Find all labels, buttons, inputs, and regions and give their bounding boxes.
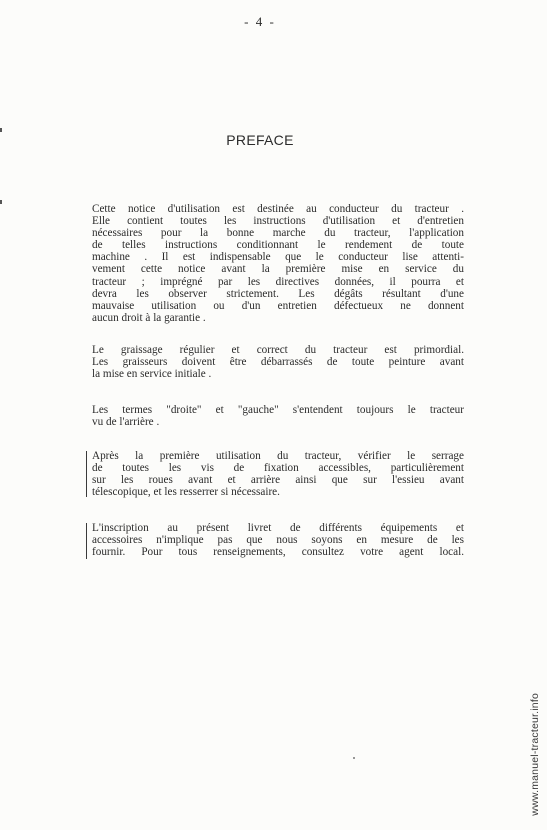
text-line: Après la première utilisation du tracteur, vérifier le serrage <box>92 450 464 462</box>
page-title: PREFACE <box>226 132 294 148</box>
text-line: L'inscription au présent livret de différents équipements et <box>92 522 464 534</box>
text-line: de toutes les vis de fixation accessibles, particulièrement <box>92 462 464 475</box>
margin-bar <box>86 523 87 559</box>
text-line: vu de l'arrière . <box>92 416 160 429</box>
text-line: machine . Il est indispensable que le conducteur lise attenti- <box>92 251 464 264</box>
text-line: Les termes "droite" et "gauche" s'entendent toujours le tracteur <box>92 404 464 416</box>
text-line: tracteur ; imprégné par les directives données, il pourra et <box>92 275 464 288</box>
paragraph-first-use <box>92 450 464 498</box>
text-line: devra les observer strictement. Les dégâts résultant d'une <box>92 287 464 300</box>
text-line: la mise en service initiale . <box>92 368 212 381</box>
text-line: accessoires n'implique pas que nous soyons en mesure de les <box>92 534 464 547</box>
paragraph-equipment <box>92 522 464 558</box>
text-line: Le graissage régulier et correct du tracteur est primordial. <box>92 344 464 356</box>
text-line: Elle contient toutes les instructions d'utilisation et d'entretien <box>92 215 464 228</box>
scan-speck <box>353 757 355 759</box>
scan-edge-mark <box>0 128 2 132</box>
text-line: fournir. Pour tous renseignements, consultez votre agent local. <box>92 546 464 559</box>
text-line: aucun droit à la garantie . <box>92 311 206 324</box>
scan-edge-mark <box>0 200 2 204</box>
text-line: de telles instructions conditionnant le rendement de toute <box>92 239 464 252</box>
watermark-url: www.manuel-tracteur.info <box>529 693 541 816</box>
text-line: mauvaise utilisation ou d'un entretien défectueux ne donnent <box>92 299 464 312</box>
text-line: sur les roues avant et arrière ainsi que sur l'essieu avant <box>92 474 464 487</box>
margin-bar <box>86 451 87 497</box>
paragraph-orientation <box>92 404 464 428</box>
paragraph-lubrication <box>92 344 464 380</box>
page-number: - 4 - <box>244 14 276 29</box>
text-line: vement cette notice avant la première mise en service du <box>92 263 464 276</box>
text-line: Cette notice d'utilisation est destinée au conducteur du tracteur . <box>92 203 464 215</box>
text-line: Les graisseurs doivent être débarrassés de toute peinture avant <box>92 356 464 369</box>
text-line: nécessaires pour la bonne marche du tracteur, l'application <box>92 227 464 240</box>
text-line: télescopique, et les resserrer si nécessaire. <box>92 486 280 499</box>
paragraph-intro <box>92 203 464 324</box>
